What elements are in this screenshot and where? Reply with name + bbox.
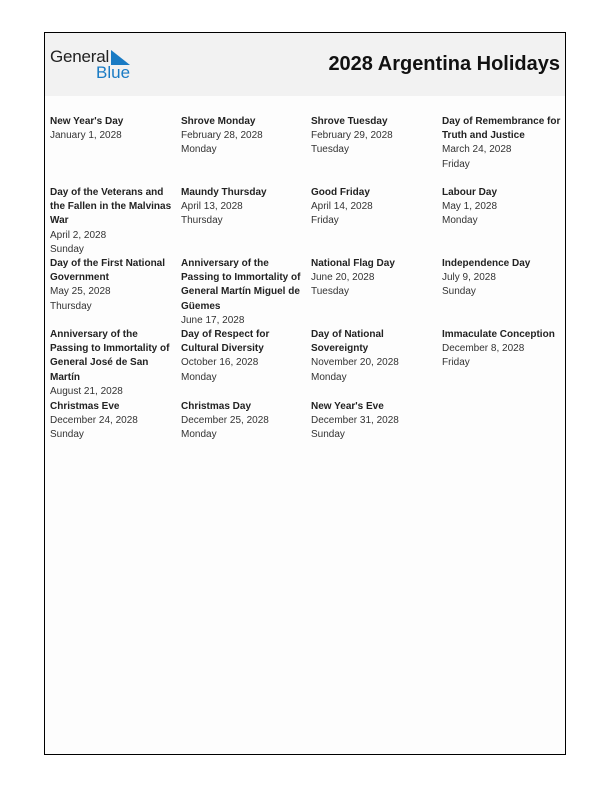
holiday-date: January 1, 2028 [50,130,122,142]
holiday-weekday: Sunday [311,429,345,441]
holiday-name: Anniversary of the Passing to Immortality of General José de San Martín [50,329,170,383]
holiday-weekday: Monday [181,144,217,156]
holiday-entry [181,186,303,229]
holiday-weekday: Sunday [442,286,476,298]
holiday-weekday: Monday [181,429,217,441]
holiday-date: February 28, 2028 [181,130,263,142]
holiday-entry [50,115,172,143]
holiday-name: Day of Respect for Cultural Diversity [181,329,270,355]
holiday-entry [50,186,172,257]
holiday-date: December 8, 2028 [442,343,525,355]
holiday-name: Day of the Veterans and the Fallen in the Malvinas War [50,187,172,227]
holiday-weekday: Sunday [50,429,84,441]
holiday-name: New Year's Day [50,116,124,127]
holiday-weekday: Sunday [50,243,84,255]
holiday-entry [181,400,303,443]
page-title: 2028 Argentina Holidays [328,53,560,75]
holiday-entry [50,400,172,443]
holiday-entry [181,328,303,385]
holiday-weekday: Tuesday [311,144,349,156]
holiday-date: May 1, 2028 [442,201,498,213]
holiday-name: Immaculate Conception [442,329,555,340]
holiday-name: Independence Day [442,258,531,269]
holiday-name: Labour Day [442,187,498,198]
holiday-name: Christmas Eve [50,401,120,412]
holiday-name: Shrove Tuesday [311,116,388,127]
holiday-name: Christmas Day [181,401,252,412]
holiday-date: April 2, 2028 [50,229,107,241]
logo-blue-text: Blue [96,63,131,82]
holiday-date: June 17, 2028 [181,314,245,326]
holiday-entry [442,115,564,172]
page-frame [44,32,566,755]
holiday-name: Shrove Monday [181,116,256,127]
holiday-weekday: Friday [311,215,339,227]
holiday-date: May 25, 2028 [50,286,111,298]
holiday-date: April 13, 2028 [181,201,243,213]
holiday-entry [181,257,303,328]
holiday-date: December 25, 2028 [181,415,269,427]
holiday-name: Good Friday [311,187,370,198]
holiday-date: June 20, 2028 [311,272,375,284]
holiday-weekday: Monday [442,215,478,227]
holiday-name: Day of the First National Government [50,258,166,284]
holiday-entry [442,186,564,229]
holiday-entry [311,400,433,443]
header-bar [45,33,565,96]
holiday-entry [311,115,433,158]
holiday-date: December 31, 2028 [311,415,399,427]
logo-general-text: General [50,47,110,66]
holiday-entry [50,257,172,314]
holiday-date: July 9, 2028 [442,272,496,284]
logo [50,47,140,83]
holiday-name: Anniversary of the Passing to Immortality of General Martín Miguel de Güemes [181,258,301,312]
holiday-entry [311,257,433,300]
holiday-date: August 21, 2028 [50,385,123,397]
holiday-weekday: Friday [442,357,470,369]
holiday-weekday: Monday [181,371,217,383]
holiday-weekday: Tuesday [311,286,349,298]
holiday-weekday: Thursday [50,300,92,312]
holiday-date: April 14, 2028 [311,201,373,213]
holiday-date: March 24, 2028 [442,144,512,156]
holiday-weekday: Friday [442,158,470,170]
holiday-entry [442,257,564,300]
holiday-name: New Year's Eve [311,401,384,412]
holiday-entry [311,186,433,229]
holiday-entry [181,115,303,158]
holiday-name: National Flag Day [311,258,395,269]
holiday-date: October 16, 2028 [181,357,259,369]
holiday-entry [50,328,172,399]
holiday-date: December 24, 2028 [50,415,138,427]
holiday-entry [311,328,433,385]
holiday-name: Maundy Thursday [181,187,267,198]
holiday-date: November 20, 2028 [311,357,399,369]
holiday-weekday: Thursday [181,215,223,227]
holiday-name: Day of National Sovereignty [311,329,384,355]
holiday-name: Day of Remembrance for Truth and Justice [442,116,561,142]
holiday-entry [442,328,564,371]
holiday-date: February 29, 2028 [311,130,393,142]
holiday-weekday: Monday [311,371,347,383]
